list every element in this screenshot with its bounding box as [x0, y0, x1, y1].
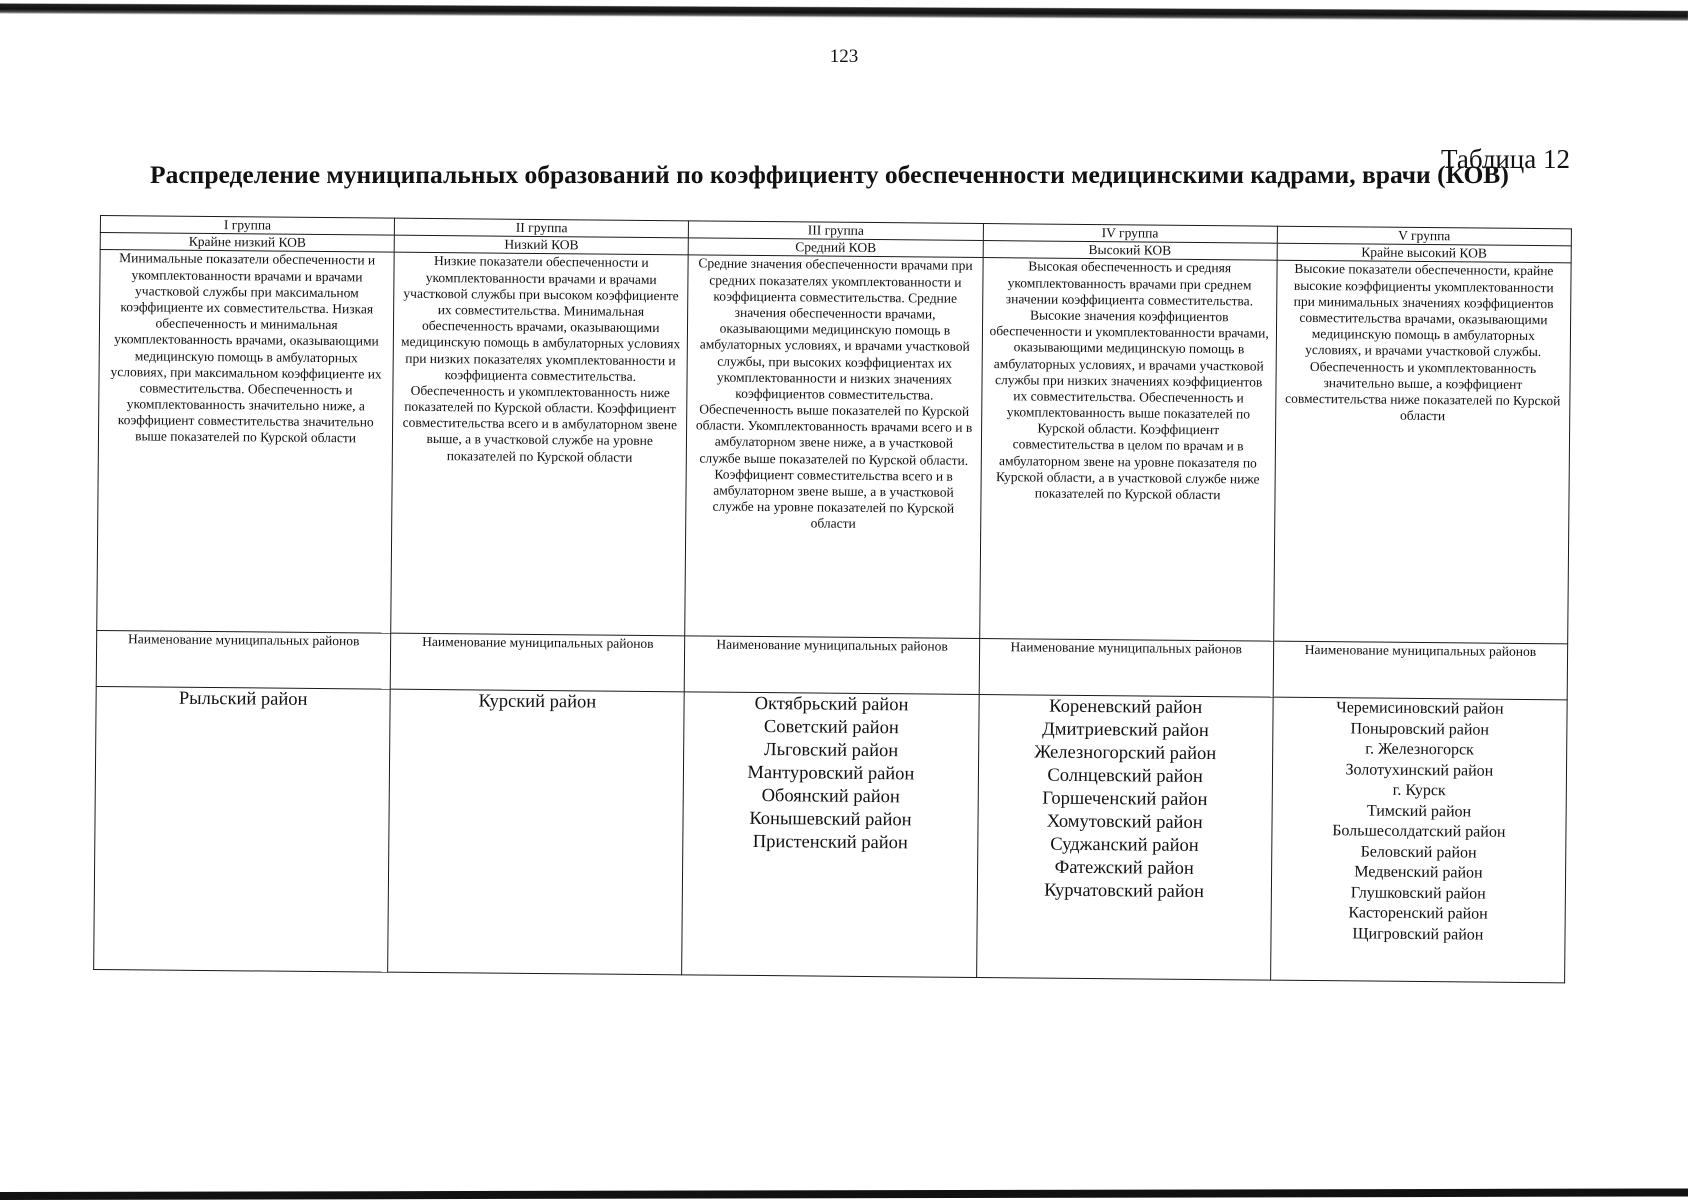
district-list [983, 695, 1266, 905]
districts-header-cell-3: Наименование муниципальных районов [685, 636, 980, 695]
district-name: Золотухинский район [1345, 761, 1494, 780]
districts-cell-2 [388, 690, 685, 975]
description-cell-1: Минимальные показатели обеспеченности и укомплектованности врачами и врачами участковой службы при максимальном коэффициенте их совместительства. Низкая обеспеченность и минимальная укомплектованность врачами, оказывающими медицинскую помощь в амбулаторных условиях, при максимальном коэффициенте их совместительства. Обеспеченность и укомплектованность значительно ниже, а коэффициент совместительства значительно выше показателей по Курской области [97, 250, 395, 634]
district-name: Дмитриевский район [1042, 719, 1209, 742]
group-cell-3: III группа [689, 221, 983, 241]
district-name: Тимский район [1366, 802, 1472, 821]
kov-table-container [93, 215, 1572, 983]
district-name: Обоянский район [761, 786, 900, 808]
scan-edge-top [0, 0, 1688, 21]
level-cell-1: Крайне низкий КОВ [100, 233, 394, 253]
group-cell-5: V группа [1277, 226, 1571, 246]
district-list [397, 690, 678, 716]
district-name: Пристенский район [752, 832, 908, 854]
district-name: Беловский район [1360, 843, 1477, 862]
district-name: Льговский район [763, 740, 899, 762]
district-name: Глушковский район [1350, 884, 1486, 903]
district-name: Горшеченский район [1042, 788, 1208, 811]
district-name: Суджанский район [1050, 835, 1199, 857]
district-name: г. Железногорск [1365, 740, 1474, 759]
district-name: Октябрьский район [754, 694, 909, 716]
districts-header-cell-5: Наименование муниципальных районов [1273, 642, 1568, 701]
description-cell-3: Средние значения обеспеченности врачами при средних показателях укомплектованности и коэффициента совместительства. Средние значения обеспеченности врачами, оказывающими медицинскую помощь в амбулаторных условиях, и врачами участковой службы, при высоких коэффициентах их укомплектованности и низких значениях коэффициентов совместительства. Обеспеченность выше показателей по Курской области. Укомплектованность врачами всего и в амбулаторном звене ниже, а в участковой службе выше показателей по Курской области. Коэффициент совместительства всего и в амбулаторном звене выше, а в участковой службе на уровне показателей по Курской области [685, 255, 983, 639]
level-cell-2: Низкий КОВ [394, 235, 688, 255]
district-list [1277, 698, 1560, 947]
page-number: 123 [829, 46, 859, 67]
district-name: Советский район [763, 717, 899, 739]
level-cell-4: Высокий КОВ [983, 241, 1277, 261]
group-cell-2: II группа [395, 218, 689, 238]
district-name: Рыльский район [178, 689, 308, 711]
districts-header-cell-2: Наименование муниципальных районов [390, 634, 685, 693]
districts-header-cell-1: Наименование муниципальных районов [96, 631, 391, 690]
district-name: Щигровский район [1352, 925, 1484, 944]
districts-header-cell-4: Наименование муниципальных районов [979, 639, 1274, 698]
district-name: Черемисиновский район [1336, 699, 1504, 719]
description-cell-4: Высокая обеспеченность и средняя укомплектованность врачами при среднем значении коэффициента совместительства. Высокие значения коэффициентов обеспеченности и укомплектованности врачами, оказывающими медицинскую помощь в амбулаторных условиях, и врачами участковой службы при низких значениях коэффициентов их совместительства. Обеспеченность и укомплектованность выше показателей по Курской области. Коэффициент совместительства в целом по врачам и в амбулаторном звене на уровне показателя по Курской области, а в участковой службе ниже показателей по Курской области [979, 258, 1277, 642]
scan-edge-bottom [0, 1188, 1688, 1200]
level-cell-5: Крайне высокий КОВ [1277, 243, 1571, 263]
document-title: Распределение муниципальных образований по коэффициенту обеспеченности медицинскими кадрами, врачи (КОВ) [150, 160, 1509, 189]
districts-cell-1 [94, 687, 391, 972]
districts-cell-5 [1270, 698, 1567, 983]
district-name: Большесолдатский район [1332, 822, 1506, 842]
district-name: Курский район [478, 691, 597, 713]
table-label: Таблица 12 [1441, 144, 1570, 174]
description-cell-5: Высокие показатели обеспеченности, крайне высокие коэффициенты укомплектованности при минимальных значениях коэффициентов совместительства врачами, оказывающими медицинскую помощь в амбулаторных условиях, и врачами участковой службы. Обеспеченность и укомплектованность значительно выше, а коэффициент совместительства ниже показателей по Курской области [1273, 261, 1571, 645]
district-name: Касторенский район [1348, 904, 1488, 923]
district-name: Поныровский район [1350, 720, 1490, 739]
district-name: Солнцевский район [1047, 765, 1203, 788]
group-cell-4: IV группа [983, 224, 1277, 244]
district-name: Курчатовский район [1044, 880, 1205, 903]
district-name: г. Курск [1392, 782, 1446, 800]
kov-distribution-table [93, 215, 1572, 983]
district-list [690, 693, 973, 857]
district-name: Мантуровский район [747, 763, 915, 785]
districts-cell-4 [976, 695, 1273, 980]
districts-row [94, 687, 1568, 983]
description-row [97, 250, 1571, 644]
district-name: Железногорский район [1034, 742, 1217, 765]
description-cell-2: Низкие показатели обеспеченности и укомплектованности врачами и врачами участковой службы при высоком коэффициенте их совместительства. Минимальная обеспеченность врачами, оказывающими медицинскую помощь в амбулаторных условиях при низких показателях укомплектованности и коэффициента совместительства. Обеспеченность и укомплектованность ниже показателей по Курской области. Коэффициент совместительства всего и в амбулаторном звене выше, а в участковой службе на уровне показателей по Курской области [391, 253, 689, 637]
district-list [103, 687, 384, 713]
district-name: Медвенский район [1354, 863, 1483, 882]
level-cell-3: Средний КОВ [689, 238, 983, 258]
district-name: Хомутовский район [1046, 811, 1203, 834]
district-name: Конышевский район [749, 809, 912, 831]
district-name: Кореневский район [1049, 697, 1203, 719]
group-cell-1: I группа [100, 216, 394, 236]
districts-cell-3 [682, 692, 979, 977]
district-name: Фатежский район [1054, 858, 1194, 880]
